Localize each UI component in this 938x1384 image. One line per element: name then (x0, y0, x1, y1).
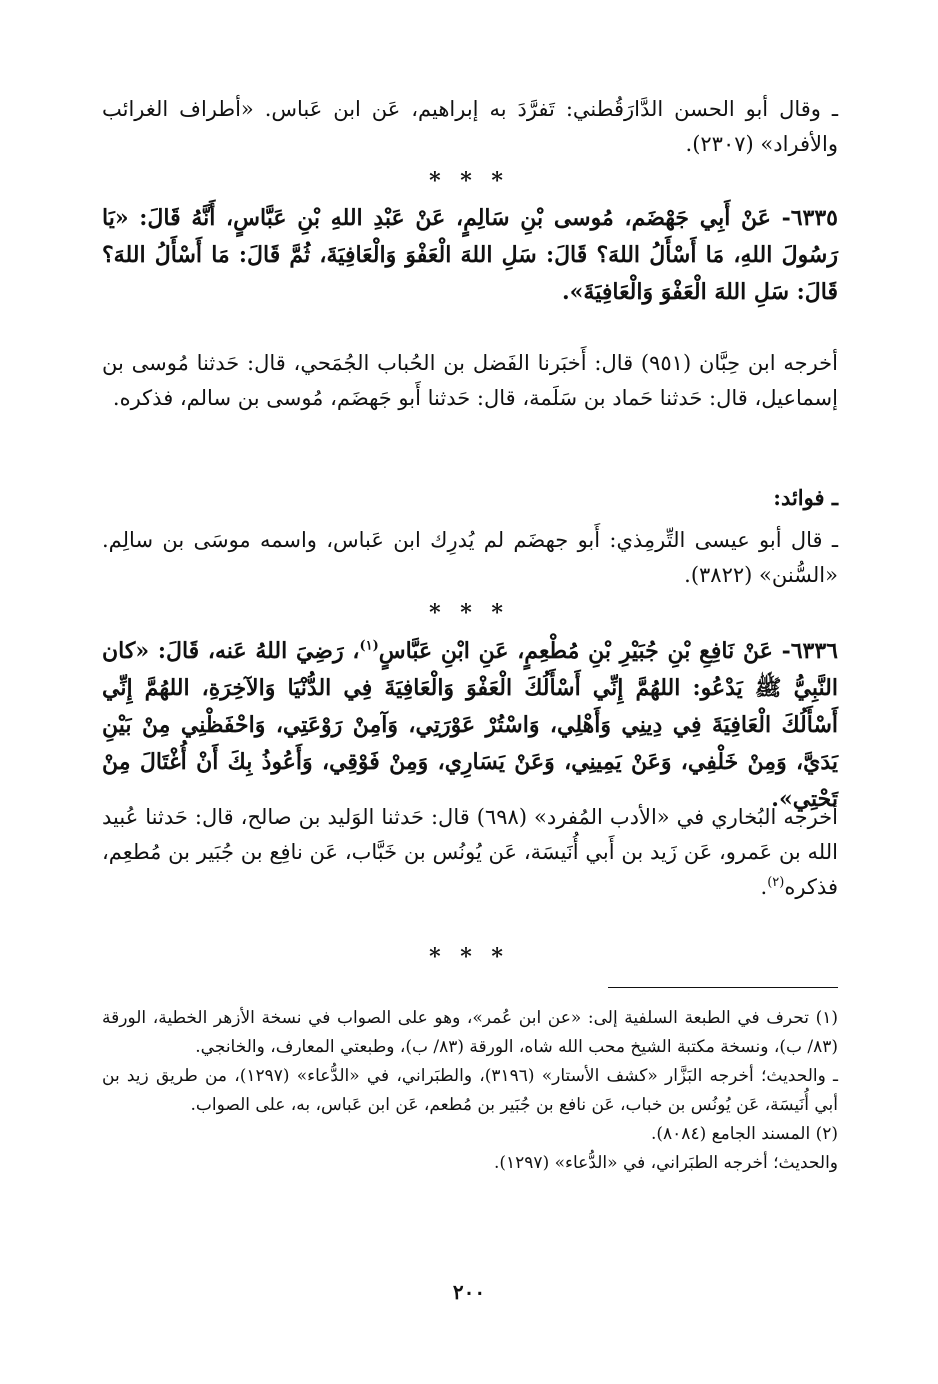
footnote-divider (608, 987, 838, 988)
section-separator: * * * (429, 944, 509, 970)
footnote-2-continued: والحديث؛ أخرجه الطبَراني، في «الدُّعاء» (١٢٩٧). (493, 1153, 838, 1173)
intro-text: ـ وقال أبو الحسن الدَّارَقُطني: تَفرَّدَ به إبراهيم، عَن ابن عَباس. «أطراف الغرائب والأفراد» (٢٣٠٧). (102, 97, 838, 156)
section-separator: * * * (429, 600, 509, 626)
hadith-6335 (102, 200, 838, 311)
footnote-ref-1[interactable]: (١) (359, 638, 379, 654)
intro-paragraph (102, 92, 838, 162)
hadith-6336 (102, 633, 838, 818)
footnote-ref-2[interactable]: (٢) (767, 875, 785, 890)
fawaid-heading-text: ـ فوائد: (773, 485, 838, 510)
takhrij-6336 (102, 800, 838, 905)
takhrij-end: . (760, 875, 768, 899)
hadith-text-continued: ، رَضِيَ اللهُ عَنه، قَالَ: «كان النَّبِيُّ ﷺ يَدْعُو: اللهُمَّ إِنِّي أَسْأَلُكَ الْعَفْوَ وَالْعَافِيَةَ فِي الدُّنْيَا وَالآخِرَةِ، اللهُمَّ إِنِّي أَسْأَلُكَ الْعَافِيَةَ فِي دِينِي وَأَهْلِي، وَاسْتُرْ عَوْرَتِي، وَآمِنْ رَوْعَتِي، وَاحْفَظْنِي مِنْ بَيْنِ يَدَيَّ، وَمِنْ خَلْفِي، وَعَنْ يَمِينِي، وَعَنْ يَسَارِي، وَمِنْ فَوْقِي، وَأَعُوذُ بِكَ أَنْ أُغْتَالَ مِنْ تَحْتِي». (102, 638, 838, 812)
section-separator: * * * (429, 168, 509, 194)
fawaid-text: ـ قال أبو عيسى التِّرمِذي: أَبو جهضَم لم يُدرِك ابن عَباس، واسمه موسَى بن سالِم. «السُّنن» (٣٨٢٢). (102, 528, 838, 587)
hadith-text: - عَنْ أَبِي جَهْضَم، مُوسى بْنِ سَالِمٍ، عَنْ عَبْدِ اللهِ بْنِ عَبَّاسٍ، أَنَّهُ قَالَ: «يَا رَسُولَ اللهِ، مَا أَسْأَلُ اللهَ؟ قَالَ: سَلِ اللهَ الْعَفْوَ وَالْعَافِيَةَ، ثُمَّ قَالَ: مَا أَسْأَلُ اللهَ؟ قَالَ: سَلِ اللهَ الْعَفْوَ وَالْعَافِيَةَ». (102, 205, 838, 305)
takhrij-text: أخرجه البُخاري في «الأدب المُفرد» (٦٩٨) قال: حَدثنا الوَليد بن صالح، قال: حَدثنا عُبيد الله بن عَمرو، عَن زَيد بن أَبي أُنَيسَة، عَن يُونُس بن خَبَّاب، عَن نافِع بن جُبَير بن مُطعِم، فذكره (102, 805, 839, 899)
takhrij-text: أخرجه ابن حِبَّان (٩٥١) قال: أَخبَرنا الفَضل بن الحُباب الجُمَحي، قال: حَدثنا مُوسى بن إسماعيل، قال: حَدثنا حَماد بن سَلَمة، قال: حَدثنا أَبو جَهضَم، مُوسى بن سالم، فذكره. (102, 351, 838, 410)
fawaid-heading (102, 480, 838, 516)
footnotes (102, 1004, 838, 1178)
page-number: ٢٠٠ (452, 1280, 486, 1304)
footnote-1-continued: ـ والحديث؛ أخرجه البَزَّار «كشف الأستار» (٣١٩٦)، والطبَراني، في «الدُّعاء» (١٢٩٧)، من طريق زيد بن أبي أُنَيسَة، عَن يُونُس بن خباب، عَن نافع بن جُبَير بن مُطعم، عَن ابن عَباس، به، على الصواب. (102, 1066, 839, 1115)
hadith-text: - عَنْ نَافِعِ بْنِ جُبَيْرِ بْنِ مُطْعِمٍ، عَنِ ابْنِ عَبَّاسٍ (378, 638, 791, 664)
takhrij-6335 (102, 346, 838, 416)
fawaid-paragraph (102, 523, 838, 593)
footnote-2: (٢) المسند الجامع (٨٠٨٤). (651, 1124, 838, 1144)
hadith-number: ٦٣٣٦ (790, 638, 838, 664)
footnote-1: (١) تحرف في الطبعة السلفية إلى: «عن ابن عُمر»، وهو على الصواب في نسخة الأزهر الخطية، الورقة (٨٣/ ب)، ونسخة مكتبة الشيخ محب الله شاه، الورقة (٨٣/ ب)، وطبعتي المعارف، والخانجي. (102, 1008, 838, 1057)
hadith-number: ٦٣٣٥ (790, 205, 838, 231)
